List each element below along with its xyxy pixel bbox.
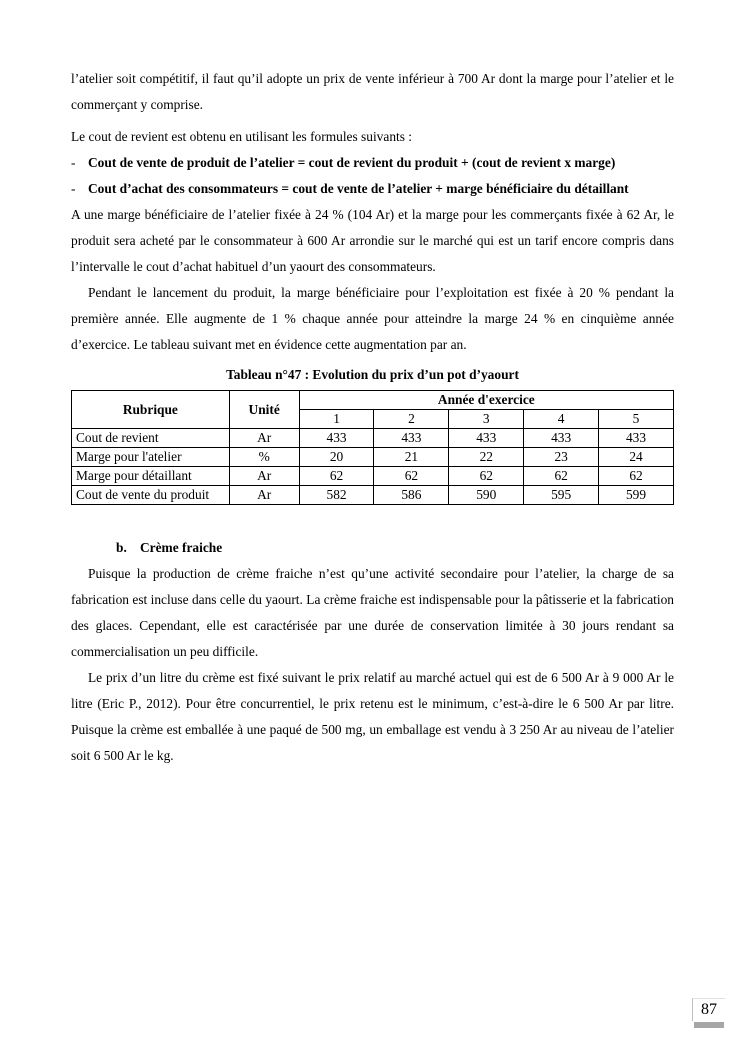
year-cell: 5 xyxy=(599,410,674,429)
paragraph-cream-price: Le prix d’un litre du crème est fixé suivant le prix relatif au marché actuel qui est de 6 500 Ar à 9 000 Ar le litre (Eric P., 2012). Pour être concurrentiel, le prix retenu est le minimum, c’est-à-dire le 6 500 Ar par litre. Puisque la crème est emballée à une paqué de 500 mg, un emballage est vendu à 3 250 Ar au niveau de l’atelier soit 6 500 Ar le kg. xyxy=(71,670,674,763)
page-number: 87 xyxy=(692,998,725,1021)
formula-text-1: Cout de vente de produit de l’atelier = cout de revient du produit + (cout de revient x marge) xyxy=(88,155,616,170)
value-cell: 24 xyxy=(599,448,674,467)
formula-bullet-2 xyxy=(71,176,674,202)
row-label: Marge pour l'atelier xyxy=(72,448,230,467)
table-row xyxy=(72,486,674,505)
section-heading xyxy=(71,535,674,561)
row-unit: Ar xyxy=(229,429,299,448)
value-cell: 62 xyxy=(374,467,449,486)
formula-bullet-1 xyxy=(71,150,674,176)
price-evolution-table xyxy=(71,390,674,505)
year-cell: 3 xyxy=(449,410,524,429)
value-cell: 582 xyxy=(299,486,374,505)
value-cell: 586 xyxy=(374,486,449,505)
row-unit: Ar xyxy=(229,467,299,486)
formula-text-2: Cout d’achat des consommateurs = cout de vente de l’atelier + marge bénéficiaire du détaillant xyxy=(88,181,629,196)
bullet-marker: - xyxy=(71,155,76,170)
value-cell: 433 xyxy=(524,429,599,448)
value-cell: 62 xyxy=(599,467,674,486)
value-cell: 62 xyxy=(449,467,524,486)
value-cell: 433 xyxy=(449,429,524,448)
row-label: Marge pour détaillant xyxy=(72,467,230,486)
row-unit: % xyxy=(229,448,299,467)
value-cell: 20 xyxy=(299,448,374,467)
paragraph-formulas-intro: Le cout de revient est obtenu en utilisant les formules suivants : xyxy=(71,129,413,144)
bullet-marker: - xyxy=(71,181,76,196)
header-annee: Année d'exercice xyxy=(299,391,673,410)
header-rubrique: Rubrique xyxy=(72,391,230,429)
value-cell: 23 xyxy=(524,448,599,467)
row-unit: Ar xyxy=(229,486,299,505)
table-header-row xyxy=(72,391,674,410)
value-cell: 599 xyxy=(599,486,674,505)
value-cell: 433 xyxy=(599,429,674,448)
table-row xyxy=(72,429,674,448)
section-letter: b. xyxy=(116,540,127,555)
value-cell: 21 xyxy=(374,448,449,467)
paragraph-launch: Pendant le lancement du produit, la marge bénéficiaire pour l’exploitation est fixée à 20 % pendant la première année. Elle augmente de 1 % chaque année pour atteindre la marge 24 % en cinquième année d’exercice. Le tableau suivant met en évidence cette augmentation par an. xyxy=(71,285,674,352)
value-cell: 433 xyxy=(374,429,449,448)
page-number-bar xyxy=(694,1022,724,1028)
value-cell: 62 xyxy=(524,467,599,486)
value-cell: 590 xyxy=(449,486,524,505)
value-cell: 595 xyxy=(524,486,599,505)
header-unite: Unité xyxy=(229,391,299,429)
section-title: Crème fraiche xyxy=(140,540,223,555)
value-cell: 22 xyxy=(449,448,524,467)
year-cell: 1 xyxy=(299,410,374,429)
paragraph-margin: A une marge bénéficiaire de l’atelier fixée à 24 % (104 Ar) et la marge pour les commerçants fixée à 62 Ar, le produit sera acheté par le consommateur à 600 Ar arrondie sur le marché qui est un tarif encore compris dans l’intervalle le cout d’achat habituel d’un yaourt des consommateurs. xyxy=(71,207,674,274)
table-row xyxy=(72,467,674,486)
value-cell: 433 xyxy=(299,429,374,448)
value-cell: 62 xyxy=(299,467,374,486)
year-cell: 4 xyxy=(524,410,599,429)
row-label: Cout de revient xyxy=(72,429,230,448)
table-row xyxy=(72,448,674,467)
table-caption: Tableau n°47 : Evolution du prix d’un pot d’yaourt xyxy=(226,367,519,382)
row-label: Cout de vente du produit xyxy=(72,486,230,505)
paragraph-intro: l’atelier soit compétitif, il faut qu’il adopte un prix de vente inférieur à 700 Ar dont la marge pour l’atelier et le commerçant y comprise. xyxy=(71,71,674,112)
paragraph-cream: Puisque la production de crème fraiche n’est qu’une activité secondaire pour l’atelier, la charge de sa fabrication est incluse dans celle du yaourt. La crème fraiche est indispensable pour la pâtisserie et la fabrication des glaces. Cependant, elle est caractérisée par une durée de conservation limitée à 30 jours rendant sa commercialisation un peu difficile. xyxy=(71,566,674,659)
page-content xyxy=(71,66,674,769)
year-cell: 2 xyxy=(374,410,449,429)
